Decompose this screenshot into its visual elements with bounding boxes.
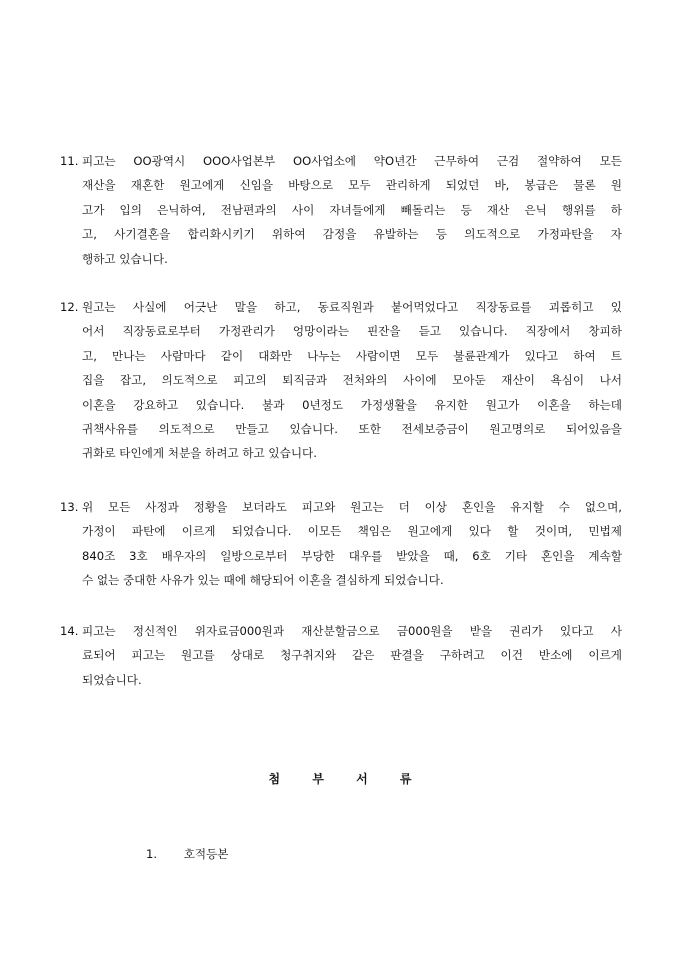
text-line: 피고는 OO광역시 OOO사업본부 OO사업소에 약O년간 근무하여 근검 절약하여 모든 [82,154,622,168]
attachment-item [146,846,229,862]
attachment-number: 1. [146,847,158,861]
text-line: 위 모든 사정과 정황을 보더라도 피고와 원고는 더 이상 혼인을 유지할 수 없으며, [82,500,622,514]
text-line: 행하고 있습니다. [82,251,168,266]
text-line: 840조 3호 배우자의 일방으로부터 부당한 대우를 받았을 때, 6호 기타 혼인을 계속할 [82,548,622,563]
text-line: 원고는 사실에 어긋난 말을 하고, 동료직원과 붙어먹었다고 직장동료를 괴롭히고 있 [82,300,622,314]
text-line: 고가 입의 은닉하여, 전남편과의 사이 자녀들에게 빼돌리는 등 재산 은닉 행위를 하 [82,202,622,217]
text-line: 재산을 재혼한 원고에게 신임을 바탕으로 모두 관리하게 되었던 바, 봉급은 물론 원 [82,178,622,193]
paragraph-body [60,295,622,466]
text-line: 집을 잡고, 의도적으로 피고의 퇴직금과 전처와의 사이에 모아둔 재산이 욕심이 나서 [82,373,622,388]
paragraph-number: 11. [60,154,79,168]
text-line: 귀책사유를 의도적으로 만들고 있습니다. 또한 전세보증금이 원고명의로 되어있음을 [82,422,622,437]
heading-char: 서 [356,772,368,786]
paragraph-12 [60,295,622,466]
text-line: 고, 사기결혼을 합리화시키기 위하여 감정을 유발하는 등 의도적으로 가정파탄을 자 [82,227,622,242]
paragraph-13 [60,495,622,593]
text-line: 료되어 피고는 원고를 상대로 청구취지와 같은 판결을 구하려고 이건 반소에 이르게 [82,648,622,663]
text-line: 어서 직장동료로부터 가정관리가 엉망이라는 핀잔을 듣고 있습니다. 직장에서 창피하 [82,324,622,339]
heading-char: 류 [399,772,412,786]
paragraph-number: 14. [60,624,79,638]
paragraph-body [60,149,622,271]
paragraph-body [60,619,622,692]
text-line: 고, 만나는 사람마다 같이 대화만 나누는 사람이면 모두 불륜관계가 있다고 하여 트 [82,348,622,363]
text-line: 가정이 파탄에 이르게 되었습니다. 이모든 책임은 원고에게 있다 할 것이며, 민법제 [82,524,622,539]
attachments-heading [0,770,680,787]
text-line: 수 없는 중대한 사유가 있는 때에 해당되어 이혼을 결심하게 되었습니다. [82,573,444,588]
paragraph-body [60,495,622,593]
attachment-label: 호적등본 [183,847,229,861]
heading-char: 부 [312,772,324,786]
text-line: 되었습니다. [82,672,142,687]
text-line: 이혼을 강요하고 있습니다. 불과 0년정도 가정생활을 유지한 원고가 이혼을 하는데 [82,397,622,412]
paragraph-11 [60,149,622,271]
text-line: 피고는 정신적인 위자료금000원과 재산분할금으로 금000원을 받을 권리가 있다고 사 [82,624,622,638]
paragraph-14 [60,619,622,692]
paragraph-number: 12. [60,300,79,314]
paragraph-number: 13. [60,500,79,514]
text-line: 귀화로 타인에게 처분을 하려고 하고 있습니다. [82,446,317,461]
heading-char: 첨 [268,772,281,786]
